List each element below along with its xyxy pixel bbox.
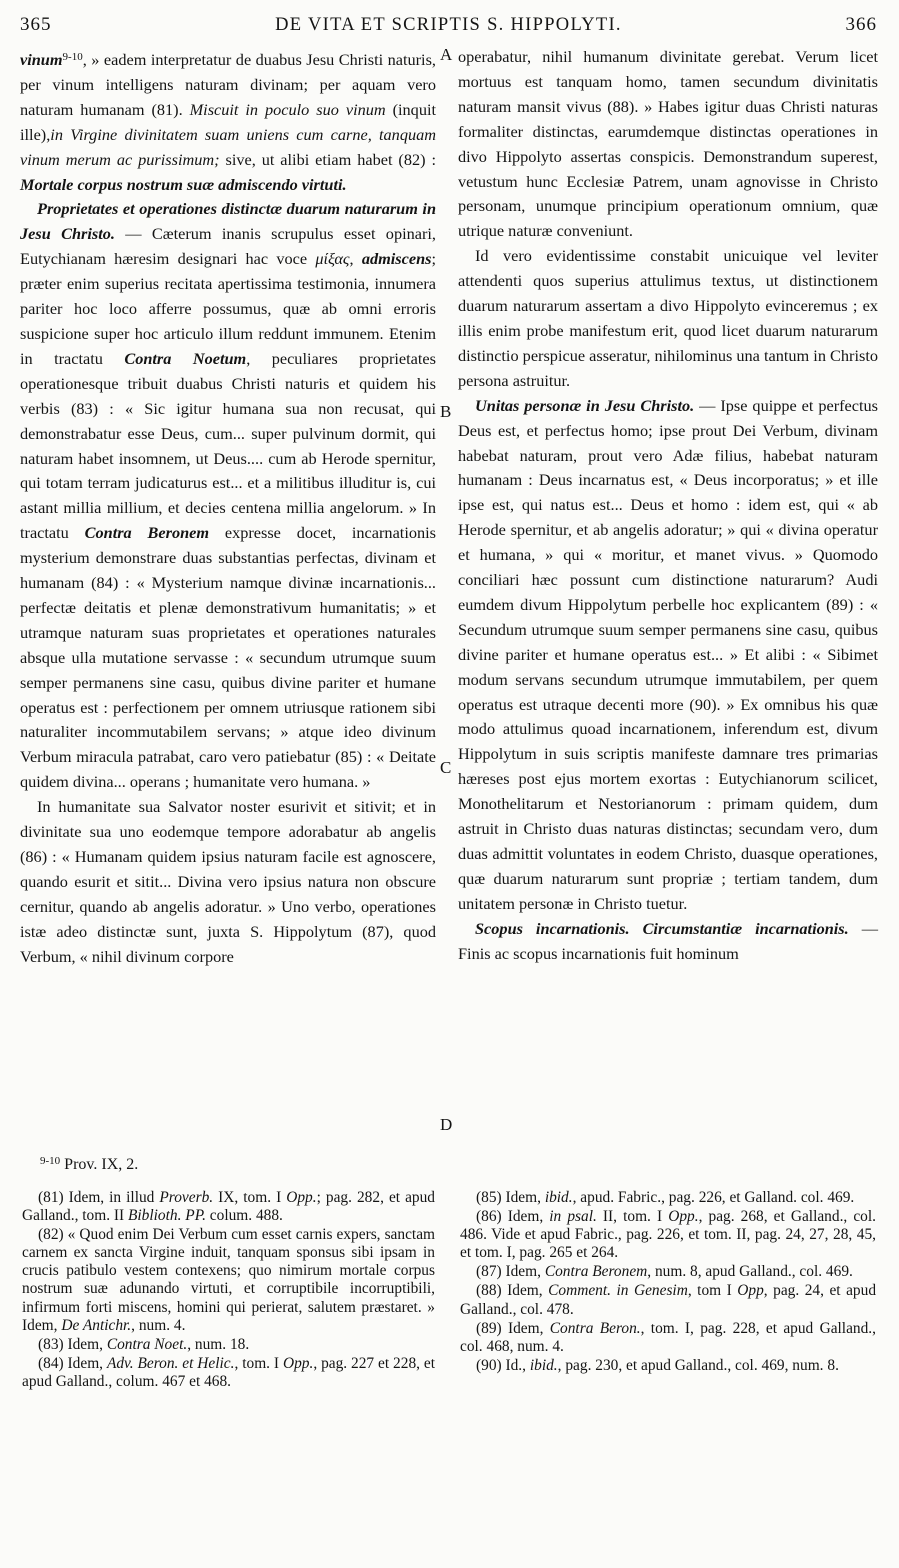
section-heading: Unitas personæ in Jesu Christo. — [475, 395, 695, 415]
text-span: expresse docet, incarnationis mysterium demonstrare duas substantias perfectas, divinam et humanam (84) : « Mysterium namque divinæ incarnationis... perfectæ deitatis et plenæ demonstrativum humanitatis; » et utramque naturam suas proprietates et operationes naturales absque ulla mutatione servasse : « secundum utrumque suum semper permanens sine casu, quibus divine pariter et humane operatus est : perfectionem per omnem utriusque rationem sibi naturaliter incommutabilem servans; » atque ideo divinum Verbum miracula patrabat, caro vero patiebatur (85) : « Deitate quidem divina... operans ; humanitate vero humana. » — [20, 523, 436, 792]
text-span: , pag. 227 et 228, et apud Galland., colum. 467 et 468. — [22, 1354, 435, 1390]
text-span: , — [349, 249, 362, 269]
text-span: Miscuit in poculo suo vinum — [189, 99, 386, 119]
text-span: , tom. I, pag. 228, et apud Galland., col. 468, num. 4. — [460, 1319, 876, 1355]
text-span: in Virgine divinitatem suam uniens cum carne, tanquam vinum merum ac purissimum; — [20, 124, 436, 169]
text-span: , num. 18. — [187, 1335, 250, 1353]
margin-marker-a: A — [440, 45, 453, 64]
page-number-right: 366 — [845, 14, 877, 35]
margin-marker-d: D — [440, 1115, 453, 1134]
footnote — [460, 1282, 876, 1318]
running-header — [20, 14, 877, 38]
text-span: Proverb. — [159, 1189, 214, 1206]
text-span: , tom. I — [234, 1354, 283, 1372]
text-span: Opp. — [668, 1208, 699, 1226]
paragraph: operabatur, nihil humanum divinitate gerebat. Verum licet mortuus est tanquam homo, tamen secundum divinitatis naturam mansit vivus (88). » Habes igitur duas Christi naturas formaliter distinctas, earumdemque distinctas operationes in divo Hippolyto assertas conspicis. Demonstrandum superest, vetustum hunc Ecclesiæ Patrem, unam agnovisse in Christo personam, unumque principium operationum omnium, quæ utrique naturæ conveniunt. — [458, 47, 878, 241]
footnote — [22, 1189, 435, 1225]
text-span: , » eadem interpretatur de duabus Jesu Christi naturis, per vinum intelligens naturam divinam; per aquam vero naturam humanam (81). — [20, 50, 436, 119]
section-heading: Proprietates et operationes distinctæ duarum naturarum in Jesu Christo. — [20, 199, 436, 244]
text-span: Contra Beron. — [549, 1319, 641, 1337]
text-span: admiscens — [361, 249, 432, 269]
paragraph — [20, 45, 436, 197]
paragraph — [458, 917, 878, 967]
text-span: Contra Noet. — [106, 1335, 188, 1353]
work-title: Contra Noetum — [124, 348, 247, 368]
right-column — [458, 45, 878, 967]
text-span: (82) « Quod enim Dei Verbum cum esset carnis expers, sanctam carnem ex sancta Virgine induit, tanquam sponsus sibi ipsam in crucis patibulo vestem contexens; quo nimirum mortale corpus nostrum suæ adunando virtuti, et corruptibile incorruptibili, infirmum forti miscens, homini qui perierat, salutem præstaret. » Idem, — [22, 1226, 435, 1334]
text-span: ibid. — [529, 1356, 558, 1374]
text-span: (81) Idem, in illud — [38, 1189, 160, 1206]
text-span: ibid. — [544, 1189, 573, 1206]
text-span: — Cæterum inanis scrupulus esset opinari, Eutychianam hæresim designari hac voce — [20, 224, 436, 269]
text-span: Opp — [737, 1282, 764, 1300]
scripture-footnote — [40, 1155, 138, 1174]
text-span: (83) Idem, — [38, 1335, 107, 1353]
text-span: Opp. — [286, 1189, 317, 1206]
text-span: De Antichr. — [61, 1316, 132, 1334]
text-span: , pag. 230, et apud Galland., col. 469, num. 8. — [557, 1356, 839, 1374]
text-span: ; pag. 282, et apud Galland., tom. II — [22, 1189, 435, 1225]
text-span: Prov. IX, 2. — [60, 1156, 139, 1173]
footnote — [460, 1208, 876, 1262]
text-span: — Ipse quippe et perfectus Deus est, et perfectus homo; ipse prout Dei Verbum, divinam habebat naturam, prout vero Adæ filius, habebat naturam humanam : Deus incarnatus est, « Deus incorporatus; » et ille ipse est, qui natus est... Deus et homo : idem est, qui « ab Herode spernitur, et ab angelis adoratur; » qui « divina operatur et humana, » qui « moritur, et manet vivus. » Quomodo conciliari hæc possunt cum distinctione naturarum? Audi eumdem divum Hippolytum perbelle hoc explicantem (89) : « Secundum utrumque suum semper permanens sine casu, quibus divine pariter et humane operatus est... » Et alibi : « Sibimet modum servans secundum utrumque immutabilem, per quem operatus est utraque decenti more (90). » Ex omnibus his quæ modo attulimus quoad incarnationem, inferendum est, divum Hippolytum in suis scriptis manifeste damnare tres primarias hæreses post ejus mortem exortas : Eutychianorum scilicet, Monothelitarum et Nestorianorum : primam quidem, dum astruit in Christo duas naturas distinctas; secundam vero, dum duas admittit voluntates in eodem Christo, duasque operationes, quæ duarum naturarum sunt propriæ ; tertiam tandem, dum unitatem personæ in Christo tuetur. — [458, 395, 879, 913]
margin-marker-c: C — [440, 758, 452, 777]
text-span: Opp. — [282, 1354, 314, 1372]
text-span: Mortale corpus nostrum suæ admiscendo virtuti. — [20, 174, 347, 194]
text-span: — Finis ac scopus incarnationis fuit hominum — [458, 918, 878, 963]
text-span: (inquit ille), — [20, 99, 437, 144]
text-span: Comment. in Genesim — [548, 1282, 688, 1300]
footnotes-left — [22, 1189, 435, 1392]
text-span: (87) Idem, — [476, 1263, 545, 1281]
text-span: ; præter enim superius recitata apertissima testimonia, innumera pariter hoc loco afferre possumus, quæ ab omni erroris suspicione super hoc articulo illum reddunt immunem. Etenim in tractatu — [20, 249, 436, 368]
paragraph: Id vero evidentissime constabit unicuique vel leviter attendenti quos superius attulimus textus, ut distinctionem duarum naturarum assertam a divo Hippolyto evinceremus ; ex illis enim probe manifestum erit, quod licet duarum naturarum distinctio perspicue asseratur, nihilominus una tantum in Christo persona astruitur. — [458, 246, 878, 390]
paragraph — [20, 197, 436, 795]
text-span: Biblioth. PP. — [128, 1207, 206, 1225]
text-span: colum. 488. — [205, 1207, 283, 1225]
paragraph — [458, 394, 878, 917]
text-span: , peculiares proprietates operationesque tribuit duabus Christi naturis et quidem his verbis (83) : « Sic igitur humana sua non recusat, qui demonstrabatur esse Deus, cum... super pulvinum dormit, qui naturam habet insomnem, ut Deus.... cum ab Herode spernitur, qui totam terram judicaturus est... et a militibus illuditur is, cui astant millia millium, et decies centena millia angelorum. » In tractatu — [20, 348, 436, 543]
text-span: (89) Idem, — [476, 1319, 550, 1337]
text-span: (85) Idem, — [476, 1189, 545, 1206]
text-span: in psal. — [549, 1208, 597, 1226]
text-span: II, tom. I — [596, 1208, 669, 1226]
text-span: (90) Id., — [476, 1356, 530, 1374]
text-span: sive, ut alibi etiam habet (82) : — [219, 149, 436, 169]
footnote — [460, 1357, 876, 1375]
section-heading: Scopus incarnationis. Circumstantiæ incarnationis. — [475, 918, 849, 938]
footnote — [22, 1226, 435, 1335]
text-span: , pag. 268, et Galland., col. 486. Vide et apud Fabric., pag. 226, et tom. II, pag. 24, 27, 28, 45, et tom. I, pag. 265 et 264. — [460, 1208, 877, 1262]
text-span: (86) Idem, — [476, 1208, 550, 1226]
footnote — [22, 1355, 435, 1391]
left-column — [20, 45, 436, 970]
work-title: Contra Beronem — [84, 523, 210, 543]
text-span: , num. 8, apud Galland., col. 469. — [647, 1263, 853, 1281]
scripture-note-marker: 9-10 — [40, 1155, 61, 1167]
paragraph: In humanitate sua Salvator noster esurivit et sitivit; et in divinitate sua uno eodemque tempore adorabatur ab angelis (86) : « Humanam quidem ipsius naturam facile est agnoscere, quando esurit et sitit... Divina vero ipsius natura non obscure cernitur, quando ab angelis adoratur. » Uno verbo, operationes istæ adeo distinctæ sunt, juxta S. Hippolytum (87), quod Verbum, « nihil divinum corpore — [20, 797, 436, 966]
running-title: DE VITA ET SCRIPTIS S. HIPPOLYTI. — [275, 15, 622, 35]
text-span: Contra Beronem — [544, 1263, 648, 1281]
footnote — [460, 1263, 876, 1281]
page-number-left: 365 — [20, 14, 52, 35]
scripture-note-marker: 9-10 — [62, 51, 83, 63]
text-span: (84) Idem, — [38, 1354, 107, 1372]
footnote — [460, 1320, 876, 1356]
footnote — [460, 1189, 876, 1207]
text-span: IX, tom. I — [213, 1189, 287, 1206]
text-span: , num. 4. — [131, 1316, 186, 1334]
text-span: , apud. Fabric., pag. 226, et Galland. col. 469. — [572, 1189, 855, 1206]
footnote — [22, 1336, 435, 1354]
margin-marker-b: B — [440, 402, 452, 421]
text-span: (88) Idem, — [476, 1282, 549, 1300]
text-span: , pag. 24, et apud Galland., col. 478. — [460, 1282, 877, 1318]
text-span: Adv. Beron. et Helic. — [106, 1354, 235, 1372]
text-span: vinum — [20, 50, 63, 69]
text-span: , tom I — [687, 1282, 738, 1300]
footnotes-right — [460, 1189, 876, 1376]
greek-word: μίξας — [315, 249, 350, 269]
